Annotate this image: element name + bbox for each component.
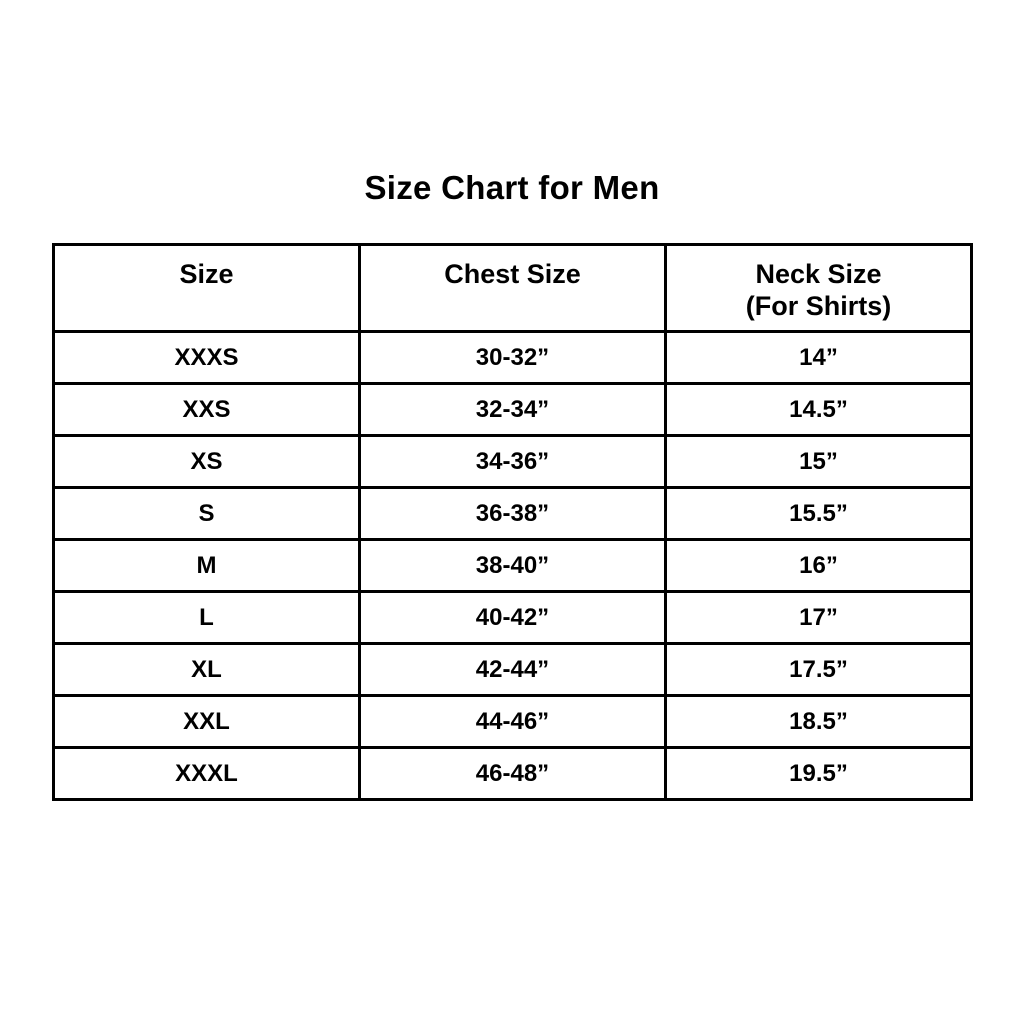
- table-row: [54, 748, 972, 800]
- size-cell: S: [54, 488, 360, 540]
- size-cell: M: [54, 540, 360, 592]
- table-row: [54, 488, 972, 540]
- size-cell: XL: [54, 644, 360, 696]
- table-row: [54, 696, 972, 748]
- table-body: [54, 332, 972, 800]
- size-cell: XXL: [54, 696, 360, 748]
- table-row: [54, 644, 972, 696]
- size-cell: L: [54, 592, 360, 644]
- chest-size-cell: 34-36”: [360, 436, 666, 488]
- size-chart-table: [52, 243, 973, 801]
- neck-size-cell: 16”: [666, 540, 972, 592]
- table-row: [54, 592, 972, 644]
- column-header-chest-size-label: Chest Size: [444, 259, 581, 289]
- chest-size-cell: 44-46”: [360, 696, 666, 748]
- page-title: Size Chart for Men: [364, 169, 660, 206]
- table-row: [54, 332, 972, 384]
- neck-size-cell: 17.5”: [666, 644, 972, 696]
- neck-size-cell: 19.5”: [666, 748, 972, 800]
- chest-size-cell: 30-32”: [360, 332, 666, 384]
- table-row: [54, 540, 972, 592]
- size-cell: XS: [54, 436, 360, 488]
- neck-size-cell: 15.5”: [666, 488, 972, 540]
- column-header-chest-size: [360, 245, 666, 332]
- size-cell: XXS: [54, 384, 360, 436]
- chest-size-cell: 36-38”: [360, 488, 666, 540]
- chest-size-cell: 40-42”: [360, 592, 666, 644]
- column-header-neck-size: [666, 245, 972, 332]
- size-cell: XXXS: [54, 332, 360, 384]
- column-header-size-label: Size: [179, 259, 234, 289]
- chest-size-cell: 32-34”: [360, 384, 666, 436]
- table-header: [54, 245, 972, 332]
- header-row: [54, 245, 972, 332]
- table-row: [54, 436, 972, 488]
- neck-size-cell: 18.5”: [666, 696, 972, 748]
- chest-size-cell: 46-48”: [360, 748, 666, 800]
- column-header-neck-size-label: Neck Size: [755, 259, 882, 289]
- column-header-size: [54, 245, 360, 332]
- size-cell: XXXL: [54, 748, 360, 800]
- chest-size-cell: 42-44”: [360, 644, 666, 696]
- column-header-neck-size-sublabel: (For Shirts): [745, 291, 892, 321]
- chest-size-cell: 38-40”: [360, 540, 666, 592]
- neck-size-cell: 14.5”: [666, 384, 972, 436]
- neck-size-cell: 15”: [666, 436, 972, 488]
- neck-size-cell: 17”: [666, 592, 972, 644]
- neck-size-cell: 14”: [666, 332, 972, 384]
- table-row: [54, 384, 972, 436]
